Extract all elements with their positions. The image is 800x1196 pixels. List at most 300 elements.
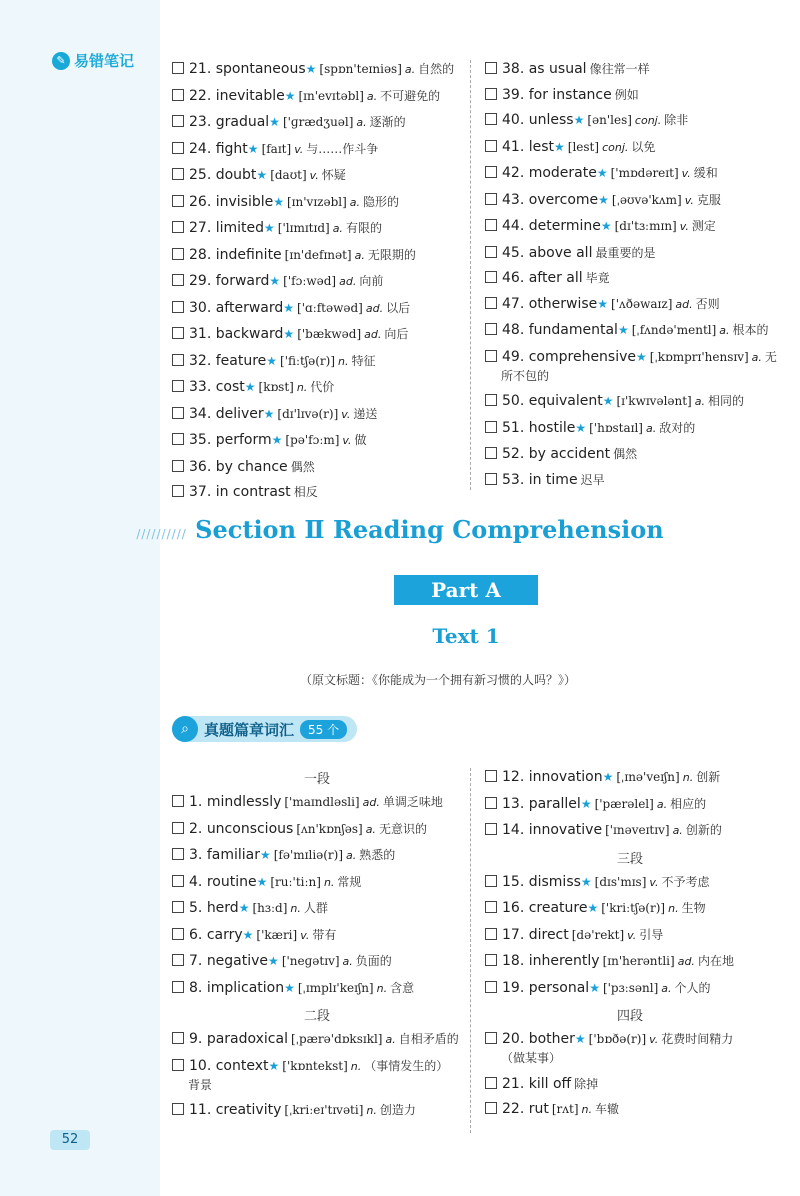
checkbox[interactable]: [485, 421, 497, 433]
phonetic: ['fɔːwəd]: [283, 274, 337, 288]
star-icon: ★: [268, 1058, 280, 1073]
star-icon: ★: [598, 192, 609, 207]
vocab-item: [172, 352, 454, 371]
vocab-item: [485, 191, 777, 210]
vocab-word: unconscious: [206, 820, 294, 837]
part-of-speech: a.: [366, 89, 378, 103]
chinese-meaning: 个人的: [674, 980, 711, 995]
chinese-meaning: 代价: [310, 380, 335, 394]
phonetic: [ən'les]: [587, 113, 632, 127]
part-of-speech: a.: [646, 421, 657, 435]
vocab-word: after all: [528, 270, 583, 286]
chinese-meaning: 带有: [312, 927, 337, 942]
vocab-item: [485, 795, 775, 814]
vocab-word: paradoxical: [206, 1031, 288, 1047]
vocab-item: [172, 140, 454, 159]
star-icon: ★: [600, 219, 612, 233]
phonetic: ['hɒstaɪl]: [589, 420, 643, 435]
part-of-speech: a.: [365, 822, 376, 836]
part-of-speech: a.: [342, 955, 353, 968]
phonetic: ['kɒntekst]: [282, 1058, 348, 1073]
star-icon: ★: [636, 349, 647, 364]
vocab-word: hostile: [528, 419, 576, 436]
vocab-word: for instance: [528, 86, 612, 103]
item-number: 6.: [189, 926, 203, 943]
checkbox[interactable]: [485, 823, 497, 835]
vocab-word: forward: [215, 273, 270, 289]
vocab-word: indefinite: [215, 246, 282, 263]
star-icon: ★: [264, 221, 275, 235]
star-icon: ★: [242, 927, 254, 942]
part-of-speech: n.: [581, 1103, 593, 1116]
checkbox[interactable]: [172, 433, 184, 445]
checkbox[interactable]: [172, 875, 184, 887]
phonetic: [hɜːd]: [252, 901, 288, 915]
checkbox[interactable]: [172, 221, 184, 233]
vocab-item: [485, 111, 777, 130]
checkbox[interactable]: [485, 1077, 497, 1089]
checkbox[interactable]: [172, 901, 184, 913]
chinese-meaning: 偶然: [613, 447, 638, 461]
vocab-item: [172, 166, 454, 185]
checkbox[interactable]: [172, 928, 184, 940]
vocab-word: creature: [528, 900, 588, 916]
checkbox[interactable]: [485, 928, 497, 940]
vocab-item: [172, 1101, 462, 1120]
phonetic: [faɪt]: [261, 141, 292, 156]
phonetic: [ʌn'kɒnʃəs]: [296, 821, 363, 836]
chinese-meaning: 根本的: [732, 323, 769, 337]
chinese-meaning: 特征: [351, 353, 376, 368]
item-number: 20.: [502, 1031, 525, 1047]
checkbox[interactable]: [172, 248, 184, 260]
checkbox[interactable]: [485, 113, 497, 125]
vocab-word: fundamental: [528, 322, 618, 338]
vocab-item: [172, 193, 454, 212]
checkbox[interactable]: [485, 981, 497, 993]
item-number: 18.: [502, 953, 525, 969]
checkbox[interactable]: [485, 875, 497, 887]
phonetic: ['kriːtʃə(r)]: [601, 901, 666, 915]
item-number: 22.: [502, 1101, 525, 1117]
star-icon: ★: [268, 954, 279, 968]
checkbox[interactable]: [172, 954, 184, 966]
phonetic: [ˌkriːeɪ'tɪvəti]: [284, 1103, 364, 1117]
part-a-banner: Part A: [394, 575, 538, 605]
checkbox[interactable]: [485, 166, 497, 178]
part-of-speech: n.: [682, 771, 694, 784]
checkbox[interactable]: [172, 407, 184, 419]
phonetic: [ˌəʊvə'kʌm]: [611, 192, 682, 207]
item-number: 50.: [502, 393, 525, 409]
vocab-item: [485, 244, 777, 262]
vocab-item: [172, 820, 462, 839]
star-icon: ★: [573, 113, 585, 127]
column-divider-top: [470, 60, 471, 490]
part-of-speech: a.: [694, 395, 705, 408]
checkbox[interactable]: [485, 1032, 497, 1044]
phonetic: ['fiːtʃə(r)]: [280, 353, 336, 368]
search-icon: ⌕: [172, 716, 198, 742]
chinese-meaning: 最重要的是: [595, 245, 656, 260]
item-number: 47.: [502, 295, 525, 312]
checkbox[interactable]: [485, 447, 497, 459]
section-title: [0, 515, 800, 544]
checkbox[interactable]: [172, 1059, 184, 1071]
item-number: 8.: [189, 979, 203, 996]
checkbox[interactable]: [485, 62, 497, 74]
item-number: 5.: [189, 900, 203, 916]
part-of-speech: a.: [346, 849, 357, 862]
vocab-word: by accident: [528, 446, 611, 462]
chinese-meaning: 以后: [386, 300, 411, 315]
chinese-meaning: 迟早: [580, 472, 605, 487]
checkbox[interactable]: [172, 460, 184, 472]
star-icon: ★: [244, 380, 256, 394]
vocab-word: fight: [215, 140, 248, 157]
checkbox[interactable]: [172, 274, 184, 286]
vocab-header: [172, 716, 357, 742]
vocab-word: negative: [206, 953, 269, 969]
vocab-word: herd: [206, 900, 239, 916]
item-number: 16.: [502, 900, 525, 916]
meaning-continued: （做某事）: [501, 1051, 562, 1065]
item-number: 42.: [502, 165, 525, 181]
vocab-item: [485, 979, 775, 998]
vocab-item: [172, 1030, 462, 1049]
vocab-item: [172, 899, 462, 918]
checkbox[interactable]: [172, 142, 184, 154]
vocab-item: [485, 60, 777, 78]
chinese-meaning: 相反: [293, 485, 318, 499]
checkbox[interactable]: [172, 89, 184, 101]
vocab-word: direct: [528, 926, 569, 943]
paragraph-1-list: [172, 793, 462, 998]
vocab-column-bottom-right: [485, 768, 775, 1127]
chinese-meaning: 不可避免的: [380, 88, 441, 103]
checkbox[interactable]: [485, 770, 497, 782]
item-number: 41.: [502, 138, 525, 155]
phonetic: [ɪn'defɪnət]: [284, 247, 352, 262]
checkbox[interactable]: [172, 1032, 184, 1044]
vocab-item: [172, 405, 454, 424]
vocab-item: [172, 113, 454, 132]
item-number: 52.: [502, 446, 525, 462]
phonetic: [dɪ'lɪvə(r)]: [277, 406, 339, 421]
paragraph-label: 二段: [303, 1009, 330, 1024]
vocab-word: unless: [528, 112, 574, 128]
star-icon: ★: [597, 296, 609, 311]
checkbox[interactable]: [485, 88, 497, 100]
phonetic: [ɪn'herəntli]: [602, 954, 675, 968]
star-icon: ★: [269, 274, 281, 288]
part-of-speech: v.: [649, 875, 659, 889]
checkbox[interactable]: [172, 195, 184, 207]
item-number: 15.: [502, 873, 525, 890]
chinese-meaning: 含意: [390, 980, 415, 995]
vocab-word: overcome: [528, 191, 599, 208]
star-icon: ★: [575, 420, 587, 435]
item-number: 49.: [502, 348, 525, 365]
margin-band: [0, 0, 160, 1196]
item-number: 14.: [502, 822, 525, 838]
vocab-word: cost: [215, 379, 245, 395]
phonetic: ['bɒðə(r)]: [588, 1032, 647, 1046]
vocab-item: [172, 246, 454, 265]
chinese-meaning: 自相矛盾的: [398, 1032, 459, 1046]
phonetic: ['pɜːsənl]: [602, 980, 659, 995]
checkbox[interactable]: [485, 246, 497, 258]
section-title-text: Section Ⅱ Reading Comprehension: [195, 515, 664, 544]
chinese-meaning: 隐形的: [363, 194, 400, 209]
checkbox[interactable]: [172, 795, 184, 807]
checkbox[interactable]: [172, 485, 184, 497]
item-number: 53.: [502, 471, 525, 488]
checkbox[interactable]: [485, 193, 497, 205]
vocab-word: as usual: [528, 61, 587, 77]
phonetic: [spɒn'teɪniəs]: [319, 62, 402, 76]
part-of-speech: n.: [366, 1104, 377, 1117]
phonetic: [ˌɪnə'veɪʃn]: [616, 770, 680, 784]
vocab-item: [172, 325, 454, 344]
chinese-meaning: 花费时间精力: [661, 1032, 734, 1046]
chinese-meaning: 做: [354, 433, 367, 447]
star-icon: ★: [283, 300, 295, 315]
chinese-meaning: 测定: [691, 219, 716, 233]
part-of-speech: a.: [672, 824, 683, 837]
item-number: 28.: [189, 246, 212, 263]
checkbox[interactable]: [172, 327, 184, 339]
part-of-speech: n.: [668, 902, 679, 915]
vocab-item: [485, 295, 777, 314]
part-of-speech: a.: [385, 1033, 396, 1046]
vocab-word: deliver: [215, 405, 264, 422]
vocab-item: [172, 219, 454, 238]
vocab-word: spontaneous: [215, 61, 306, 77]
chinese-meaning: 向前: [359, 274, 384, 288]
text-title: Text 1: [432, 624, 500, 648]
checkbox[interactable]: [485, 219, 497, 231]
vocab-word: comprehensive: [528, 348, 637, 365]
vocab-header-label: 真题篇章词汇: [204, 720, 295, 739]
item-number: 45.: [502, 244, 525, 261]
star-icon: ★: [269, 115, 280, 129]
item-number: 1.: [189, 794, 203, 810]
checkbox[interactable]: [172, 380, 184, 392]
star-icon: ★: [580, 796, 592, 811]
vocab-word: parallel: [528, 795, 581, 812]
star-icon: ★: [256, 168, 268, 182]
part-of-speech: v.: [341, 407, 351, 421]
vocab-word: inherently: [528, 953, 600, 969]
checkbox[interactable]: [485, 394, 497, 406]
phonetic: ['kæri]: [256, 927, 298, 942]
vocab-item: [485, 899, 775, 918]
part-of-speech: a.: [751, 350, 762, 364]
checkbox[interactable]: [485, 140, 497, 152]
chinese-meaning: 缓和: [693, 166, 718, 180]
part-of-speech: ad.: [364, 328, 382, 341]
vocab-word: lest: [528, 138, 555, 155]
vocab-word: determine: [528, 218, 601, 234]
vocab-word: perform: [215, 432, 272, 448]
phonetic: [ɪn'vɪzəbl]: [287, 194, 347, 209]
vocab-word: creativity: [215, 1102, 282, 1118]
vocab-word: familiar: [206, 847, 260, 863]
item-number: 48.: [502, 322, 525, 338]
item-number: 25.: [189, 167, 212, 183]
star-icon: ★: [596, 166, 608, 180]
vocab-item: [485, 1075, 775, 1093]
item-number: 35.: [189, 432, 212, 448]
part-of-speech: v.: [627, 928, 637, 942]
item-number: 24.: [189, 140, 212, 157]
vocab-item: [172, 846, 462, 865]
checkbox[interactable]: [172, 115, 184, 127]
checkbox[interactable]: [172, 62, 184, 74]
star-icon: ★: [256, 874, 268, 889]
vocab-item: [172, 873, 462, 892]
vocab-word: dismiss: [528, 873, 581, 890]
checkbox[interactable]: [485, 297, 497, 309]
star-icon: ★: [271, 433, 283, 447]
part-of-speech: v.: [649, 1033, 659, 1046]
item-number: 12.: [502, 769, 525, 785]
item-number: 27.: [189, 220, 212, 236]
chinese-meaning: 无意识的: [378, 821, 427, 836]
chinese-meaning: 引导: [639, 927, 664, 942]
paragraph-2-list: [172, 1030, 462, 1120]
checkbox[interactable]: [485, 954, 497, 966]
chinese-meaning: 向后: [384, 327, 409, 341]
part-of-speech: ad.: [677, 955, 695, 968]
vocab-count-badge: 55 个: [300, 720, 347, 739]
phonetic: ['ʌðəwaɪz]: [611, 296, 673, 311]
phonetic: [də'rekt]: [571, 927, 625, 942]
part-of-speech: v.: [300, 928, 310, 942]
star-icon: ★: [259, 848, 271, 862]
chinese-meaning: 毕竟: [585, 271, 610, 285]
chinese-meaning: 无限期的: [367, 247, 416, 262]
vocab-word: afterward: [215, 299, 284, 316]
vocab-item: [485, 269, 777, 287]
item-number: 21.: [502, 1075, 525, 1092]
checkbox[interactable]: [485, 271, 497, 283]
checkbox[interactable]: [485, 1102, 497, 1114]
chinese-meaning: 像往常一样: [589, 62, 650, 76]
vocab-word: moderate: [528, 165, 597, 181]
phonetic: ['pærəlel]: [594, 796, 654, 811]
star-icon: ★: [263, 406, 275, 421]
item-number: 26.: [189, 193, 212, 210]
phonetic: ['lɪmɪtɪd]: [277, 221, 330, 235]
checkbox[interactable]: [485, 797, 497, 809]
decorative-slashes: //////////: [136, 527, 187, 541]
vocab-word: rut: [528, 1101, 549, 1117]
vocab-word: otherwise: [528, 295, 598, 312]
vocab-word: in time: [528, 471, 578, 488]
checkbox[interactable]: [172, 981, 184, 993]
vocab-word: implication: [206, 979, 285, 996]
original-title: （原文标题：《你能成为一个拥有新习惯的人吗？》）: [300, 673, 577, 687]
part-of-speech: conj.: [634, 114, 662, 127]
checkbox[interactable]: [485, 901, 497, 913]
checkbox[interactable]: [172, 168, 184, 180]
item-number: 32.: [189, 352, 212, 369]
vocab-word: carry: [206, 926, 243, 943]
vocab-item: [172, 979, 462, 998]
checkbox[interactable]: [172, 354, 184, 366]
part-of-speech: n.: [323, 875, 335, 889]
vocab-item: [172, 87, 454, 106]
vocab-word: innovation: [528, 769, 603, 785]
vocab-item: [485, 217, 777, 236]
vocab-word: kill off: [528, 1075, 572, 1092]
part-of-speech: a.: [356, 116, 367, 129]
item-number: 7.: [189, 953, 203, 969]
star-icon: ★: [284, 88, 296, 103]
item-number: 51.: [502, 419, 525, 436]
phonetic: [ˌkɒmprɪ'hensɪv]: [649, 349, 749, 364]
chinese-meaning: 相同的: [708, 394, 745, 408]
vocab-word: by chance: [215, 458, 288, 475]
vocab-item: [172, 60, 454, 79]
phonetic: [rʌt]: [551, 1102, 579, 1116]
paragraph-3-list: [485, 873, 775, 998]
checkbox[interactable]: [485, 323, 497, 335]
star-icon: ★: [587, 901, 599, 915]
checkbox[interactable]: [172, 1103, 184, 1115]
star-icon: ★: [266, 353, 278, 368]
checkbox[interactable]: [172, 301, 184, 313]
checkbox[interactable]: [485, 350, 497, 362]
vocab-column-top-right: [485, 60, 777, 496]
star-icon: ★: [580, 874, 592, 889]
chinese-meaning: 克服: [696, 192, 721, 207]
page-number: 52: [50, 1130, 90, 1150]
chinese-meaning: 怀疑: [321, 168, 346, 182]
part-of-speech: a.: [661, 981, 672, 995]
part-of-speech: a.: [332, 222, 343, 235]
item-number: 38.: [502, 61, 525, 77]
item-number: 21.: [189, 61, 212, 77]
vocab-item: [485, 348, 777, 385]
phonetic: [ɪ'kwɪvələnt]: [616, 394, 692, 408]
phonetic: ['neɡətɪv]: [281, 954, 340, 968]
vocab-item: [172, 378, 454, 397]
vocab-item: [485, 86, 777, 104]
chinese-meaning: 与……作斗争: [306, 141, 379, 156]
part-of-speech: n.: [338, 354, 349, 368]
vocab-word: inevitable: [215, 87, 285, 104]
item-number: 39.: [502, 86, 525, 103]
phonetic: [kɒst]: [258, 380, 294, 394]
phonetic: [daʊt]: [270, 168, 307, 182]
item-number: 36.: [189, 458, 212, 475]
checkbox[interactable]: [485, 473, 497, 485]
star-icon: ★: [574, 1032, 586, 1046]
part-of-speech: ad.: [339, 275, 357, 288]
pencil-icon: ✎: [52, 52, 70, 70]
item-number: 10.: [189, 1057, 212, 1074]
star-icon: ★: [602, 770, 614, 784]
star-icon: ★: [284, 980, 295, 995]
item-number: 44.: [502, 218, 525, 234]
paragraph-label: 三段: [616, 851, 643, 867]
star-icon: ★: [247, 141, 259, 156]
checkbox[interactable]: [172, 822, 184, 834]
checkbox[interactable]: [172, 848, 184, 860]
